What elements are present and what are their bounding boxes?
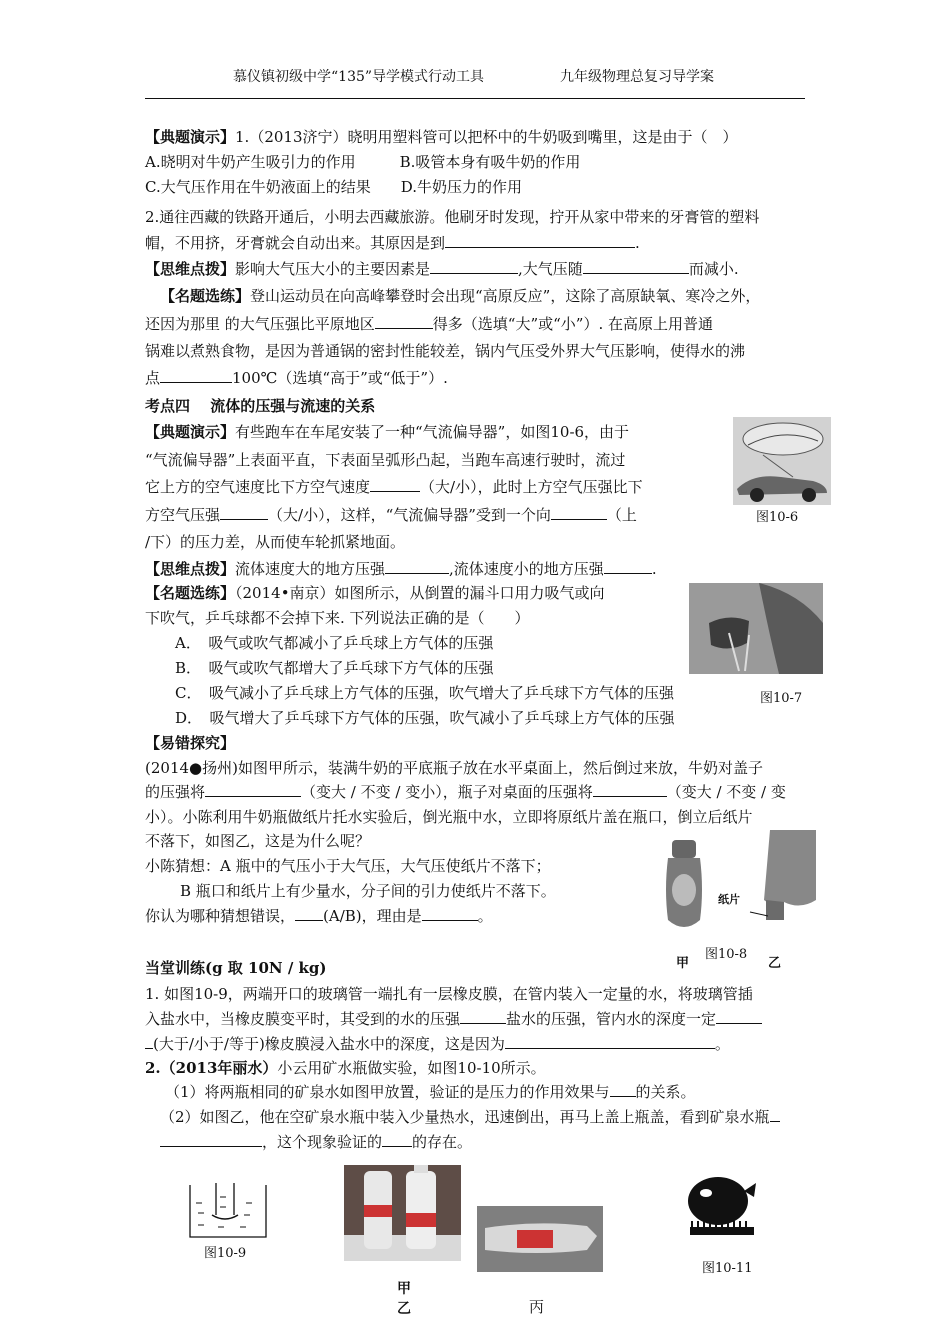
- answer-blank: [583, 258, 689, 274]
- figure-10-8-yi: 乙: [768, 956, 782, 971]
- sec4-thinking: 【思维点拨】流体速度大的地方压强 ,流体速度小的地方压强 .: [145, 560, 657, 578]
- bottles-icon: [344, 1165, 461, 1261]
- think-tag: 【思维点拨】: [145, 260, 236, 278]
- answer-blank: [205, 781, 301, 797]
- section-4-title: 考点四 流体的压强与流速的关系: [145, 397, 376, 415]
- answer-blank: [295, 905, 323, 921]
- answer-blank: [430, 258, 518, 274]
- answer-blank: [370, 476, 420, 492]
- answer-blank: [604, 558, 652, 574]
- label-yi: 乙: [397, 1301, 411, 1317]
- answer-blank: [593, 781, 667, 797]
- answer-blank: [220, 504, 268, 520]
- famous-line1: 【名题选练】登山运动员在向高峰攀登时会出现“高原反应”，这除了高原缺氧、寒冷之外，: [160, 287, 761, 305]
- figure-10-9-caption: 图10-9: [204, 1246, 247, 1261]
- famous-tag: 【名题选练】: [145, 584, 236, 602]
- answer-blank: [160, 367, 232, 383]
- sec4-demo-line3: 它上方的空气速度比下方空气速度 （大/小），此时上方空气压强比下: [145, 478, 643, 496]
- race-car-icon: [733, 417, 831, 505]
- figure-10-8-jia: 甲: [676, 956, 690, 971]
- bottle-photo-bing: [477, 1206, 603, 1272]
- mistake-line5: 小陈猜想：A 瓶中的气压小于大气压，大气压使纸片不落下；: [145, 857, 551, 875]
- practice-2-line1: 2.（2013年丽水）小云用矿水瓶做实验，如图10-10所示。: [145, 1059, 546, 1077]
- answer-blank: [445, 232, 635, 248]
- demo-question-1: [145, 126, 738, 148]
- mistake-tag: 【易错探究】: [145, 734, 236, 752]
- practice-2-line2: （1）将两瓶相同的矿泉水如图甲放置，验证的是压力的作用效果与 的关系。: [165, 1083, 696, 1101]
- milk-bottle-figure: [660, 830, 820, 940]
- milk-bottle-icon: [660, 830, 820, 940]
- tube-diagram-icon: [188, 1183, 268, 1239]
- thinking-hint: 【思维点拨】影响大气压大小的主要因素是 ,大气压随 而减小.: [145, 260, 739, 278]
- demo-tag: 【典题演示】: [145, 423, 236, 441]
- header-rule: [145, 98, 805, 99]
- sec4-option-d: D． 吸气增大了乒乓球下方气体的压强，吹气减小了乒乓球上方气体的压强: [175, 709, 675, 727]
- figure-10-6-caption: 图10-6: [756, 510, 799, 525]
- label-bing: 丙: [529, 1298, 545, 1316]
- famous-line2: 还因为那里 的大气压强比平原地区 得多（选填“大”或“小”）. 在高原上用普通: [145, 315, 713, 333]
- mistake-line2: 的压强将 （变大 / 不变 / 变小），瓶子对桌面的压强将 （变大 / 不变 / 变: [145, 783, 786, 801]
- funnel-photo: [689, 583, 823, 674]
- header-right: 九年级物理总复习导学案: [560, 69, 714, 85]
- answer-blank: [610, 1081, 636, 1097]
- demo-tag: 【典题演示】: [145, 128, 236, 146]
- label-jia: 甲: [397, 1281, 411, 1297]
- answer-blank: [770, 1106, 780, 1122]
- famous-line3: 锅难以煮熟食物，是因为普通锅的密封性能较差，锅内气压受外界大气压影响，使得水的沸: [145, 342, 746, 360]
- header-left: 慕仪镇初级中学“135”导学模式行动工具: [233, 69, 485, 85]
- answer-blank: [385, 558, 449, 574]
- answer-blank: [422, 905, 478, 921]
- think-tag: 【思维点拨】: [145, 560, 236, 578]
- answer-blank: [375, 313, 433, 329]
- answer-blank: [716, 1008, 762, 1024]
- famous-tag: 【名题选练】: [160, 287, 251, 305]
- race-car-figure: [733, 417, 831, 505]
- practice-2-line4: ，这个现象验证的 的存在。: [160, 1131, 472, 1153]
- mistake-line1: (2014●扬州)如图甲所示，装满牛奶的平底瓶子放在水平桌面上，然后倒过来放，牛奶对盖子: [145, 759, 763, 777]
- answer-blank: [551, 504, 607, 520]
- option-c: C.大气压作用在牛奶液面上的结果: [145, 178, 371, 196]
- mistake-line6: B 瓶口和纸片上有少量水，分子间的引力使纸片不落下。: [180, 882, 556, 900]
- balloon-icon: [684, 1175, 764, 1251]
- options-cd: [145, 176, 522, 198]
- practice-title: 当堂训练(g 取 10N / kg): [145, 959, 327, 977]
- option-a: A.晓明对牛奶产生吸引力的作用: [145, 153, 356, 171]
- famous-line4: 点 100℃（选填“高于”或“低于”）.: [145, 369, 448, 387]
- sec4-option-b: B． 吸气或吹气都增大了乒乓球下方气体的压强: [175, 659, 494, 677]
- mistake-line7: 你认为哪种猜想错误， (A/B)，理由是 。: [145, 907, 493, 925]
- practice-1-line1: 1. 如图10-9，两端开口的玻璃管一端扎有一层橡皮膜，在管内装入一定量的水，将玻璃管插: [145, 985, 753, 1003]
- balloon-figure: [684, 1175, 764, 1251]
- sec4-demo-line1: 【典题演示】有些跑车在车尾安装了一种“气流偏导器”，如图10-6，由于: [145, 423, 630, 441]
- figure-10-7-caption: 图10-7: [760, 691, 803, 706]
- answer-blank: [382, 1131, 412, 1147]
- funnel-icon: [689, 583, 823, 674]
- answer-blank: [505, 1033, 715, 1049]
- paper-label: 纸片: [718, 893, 740, 906]
- question-2-line1: 2.通往西藏的铁路开通后，小明去西藏旅游。他刷牙时发现，拧开从家中带来的牙膏管的塑料: [145, 208, 760, 226]
- practice-1-line2: 入盐水中，当橡皮膜变平时，其受到的水的压强 盐水的压强，管内水的深度一定: [145, 1008, 762, 1030]
- crushed-bottle-icon: [477, 1206, 603, 1272]
- question-2-line2: 帽，不用挤，牙膏就会自动出来。其原因是到 .: [145, 234, 640, 252]
- glass-tube-diagram: [188, 1183, 268, 1239]
- figure-10-11-caption: 图10-11: [702, 1261, 753, 1276]
- option-b: B.吸管本身有吸牛奶的作用: [399, 153, 581, 171]
- sec4-option-a: A． 吸气或吹气都减小了乒乓球上方气体的压强: [175, 634, 494, 652]
- sec4-demo-line4: 方空气压强 （大/小），这样，“气流偏导器”受到一个向 （上: [145, 506, 637, 524]
- sec4-option-c: C． 吸气减小了乒乓球上方气体的压强，吹气增大了乒乓球下方气体的压强: [175, 684, 674, 702]
- bottles-photo-jia: [344, 1165, 461, 1261]
- figure-10-8-caption: 图10-8: [705, 947, 748, 962]
- answer-blank: [160, 1131, 262, 1147]
- sec4-famous-line1: 【名题选练】（2014•南京）如图所示，从倒置的漏斗口用力吸气或向: [145, 584, 605, 602]
- sec4-demo-line2: “气流偏导器”上表面平直，下表面呈弧形凸起，当跑车高速行驶时，流过: [145, 451, 626, 469]
- practice-1-line3: (大于/小于/等于)橡皮膜浸入盐水中的深度，这是因为 。: [145, 1033, 730, 1055]
- sec4-demo-line5: /下）的压力差，从而使车轮抓紧地面。: [145, 533, 406, 551]
- options-ab: [145, 151, 580, 173]
- answer-blank: [460, 1008, 506, 1024]
- mistake-line4: 不落下，如图乙，这是为什么呢？: [145, 832, 371, 850]
- answer-blank: [145, 1033, 153, 1049]
- mistake-line3: 小）。小陈利用牛奶瓶做纸片托水实验后，倒光瓶中水，立即将原纸片盖在瓶口，倒立后纸片: [145, 808, 753, 826]
- practice-2-line3: （2）如图乙，他在空矿泉水瓶中装入少量热水，迅速倒出，再马上盖上瓶盖，看到矿泉水瓶: [160, 1106, 780, 1128]
- demo-question-text: 1.（2013济宁）晓明用塑料管可以把杯中的牛奶吸到嘴里，这是由于（ ）: [235, 128, 738, 146]
- option-d: D.牛奶压力的作用: [400, 178, 522, 196]
- sec4-famous-line2: 下吹气，乒乓球都不会掉下来. 下列说法正确的是（ ）: [145, 609, 530, 627]
